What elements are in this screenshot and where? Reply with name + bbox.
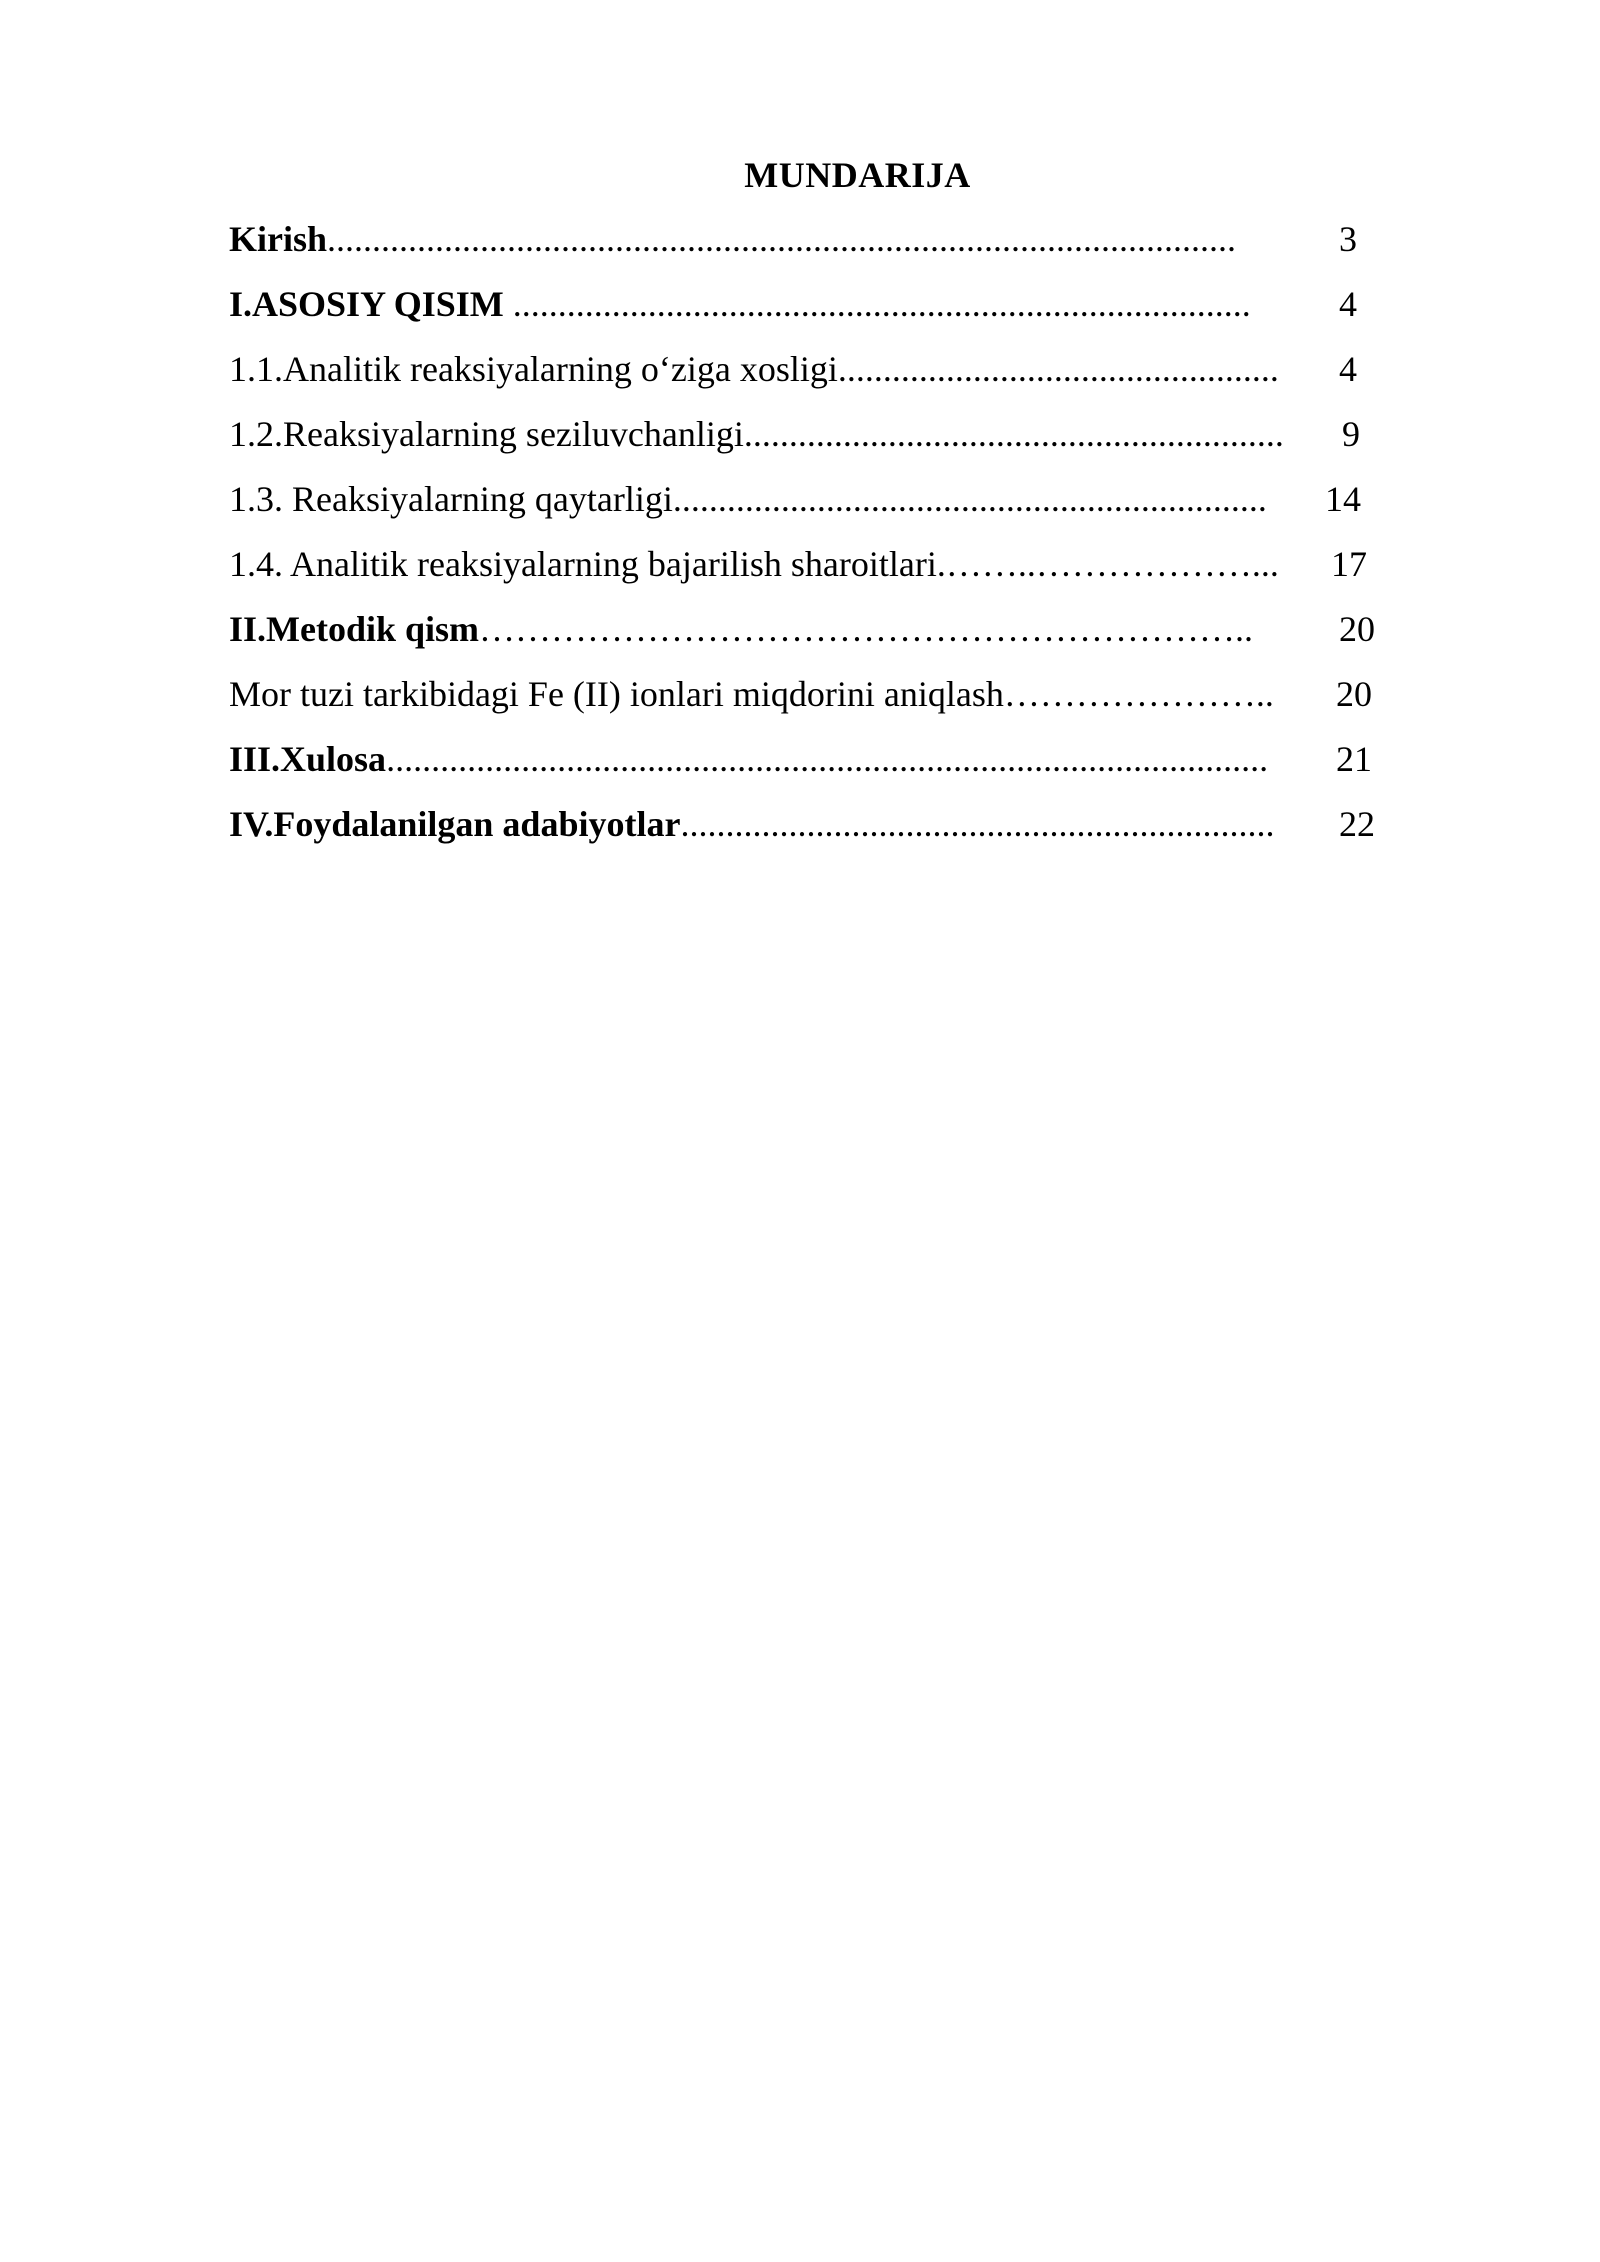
toc-entry-label: 1.4. Analitik reaksiyalarning bajarilish sharoitlari	[229, 544, 937, 584]
toc-entry-label: 1.1.Analitik reaksiyalarning o‘ziga xosligi	[229, 349, 838, 389]
toc-entry	[229, 279, 1357, 344]
toc-entry-leader: ..................................................................................................	[386, 739, 1269, 779]
toc-entry	[229, 669, 1372, 734]
toc-entry-leader: .....................................................................................................	[327, 219, 1237, 259]
toc-entry-leader: ..................................................................	[680, 804, 1275, 844]
toc-entry-page-number: 20	[1334, 669, 1372, 719]
toc-entry-leader: …………………..	[1003, 674, 1274, 714]
toc-entry	[229, 604, 1375, 669]
toc-entry-label: 1.2.Reaksiyalarning seziluvchanligi	[229, 414, 744, 454]
toc-entry-leader: ..................................................................	[672, 479, 1267, 519]
toc-entry-label: IV.Foydalanilgan adabiyotlar	[229, 804, 681, 844]
toc-entry-label: II.Metodik qism	[229, 609, 480, 649]
toc-entry-leader: ............................................................	[743, 414, 1284, 454]
toc-entry	[229, 799, 1375, 864]
toc-entry-leader: .................................................	[837, 349, 1279, 389]
toc-entry-label: III.Xulosa	[229, 739, 387, 779]
toc-entry-leader: ………………………………………………………..	[479, 609, 1254, 649]
toc-entry-page-number: 14	[1323, 474, 1361, 524]
toc-entry-page-number: 22	[1337, 799, 1375, 849]
toc-entry-label: I.ASOSIY QISIM	[229, 284, 504, 324]
toc-entry-label: Mor tuzi tarkibidagi Fe (II) ionlari miqdorini aniqlash	[229, 674, 1004, 714]
toc-entry	[229, 539, 1367, 604]
toc-entry-leader: ..................................................................................	[503, 284, 1251, 324]
toc-entry	[229, 734, 1372, 799]
toc-entry-page-number: 9	[1340, 409, 1360, 459]
toc-title: MUNDARIJA	[744, 155, 971, 195]
toc-entry-page-number: 4	[1337, 279, 1357, 329]
toc-entry	[229, 409, 1360, 474]
table-of-contents	[229, 214, 1379, 864]
toc-entry	[229, 344, 1357, 409]
toc-entry-page-number: 21	[1334, 734, 1372, 784]
toc-entry-page-number: 3	[1337, 214, 1357, 264]
toc-entry-page-number: 4	[1337, 344, 1357, 394]
toc-entry	[229, 214, 1357, 279]
toc-entry-page-number: 17	[1329, 539, 1367, 589]
toc-entry-leader: .……..………………...	[936, 544, 1279, 584]
toc-entry	[229, 474, 1361, 539]
toc-entry-label: 1.3. Reaksiyalarning qaytarligi	[229, 479, 673, 519]
toc-entry-label: Kirish	[229, 219, 328, 259]
toc-entry-page-number: 20	[1337, 604, 1375, 654]
